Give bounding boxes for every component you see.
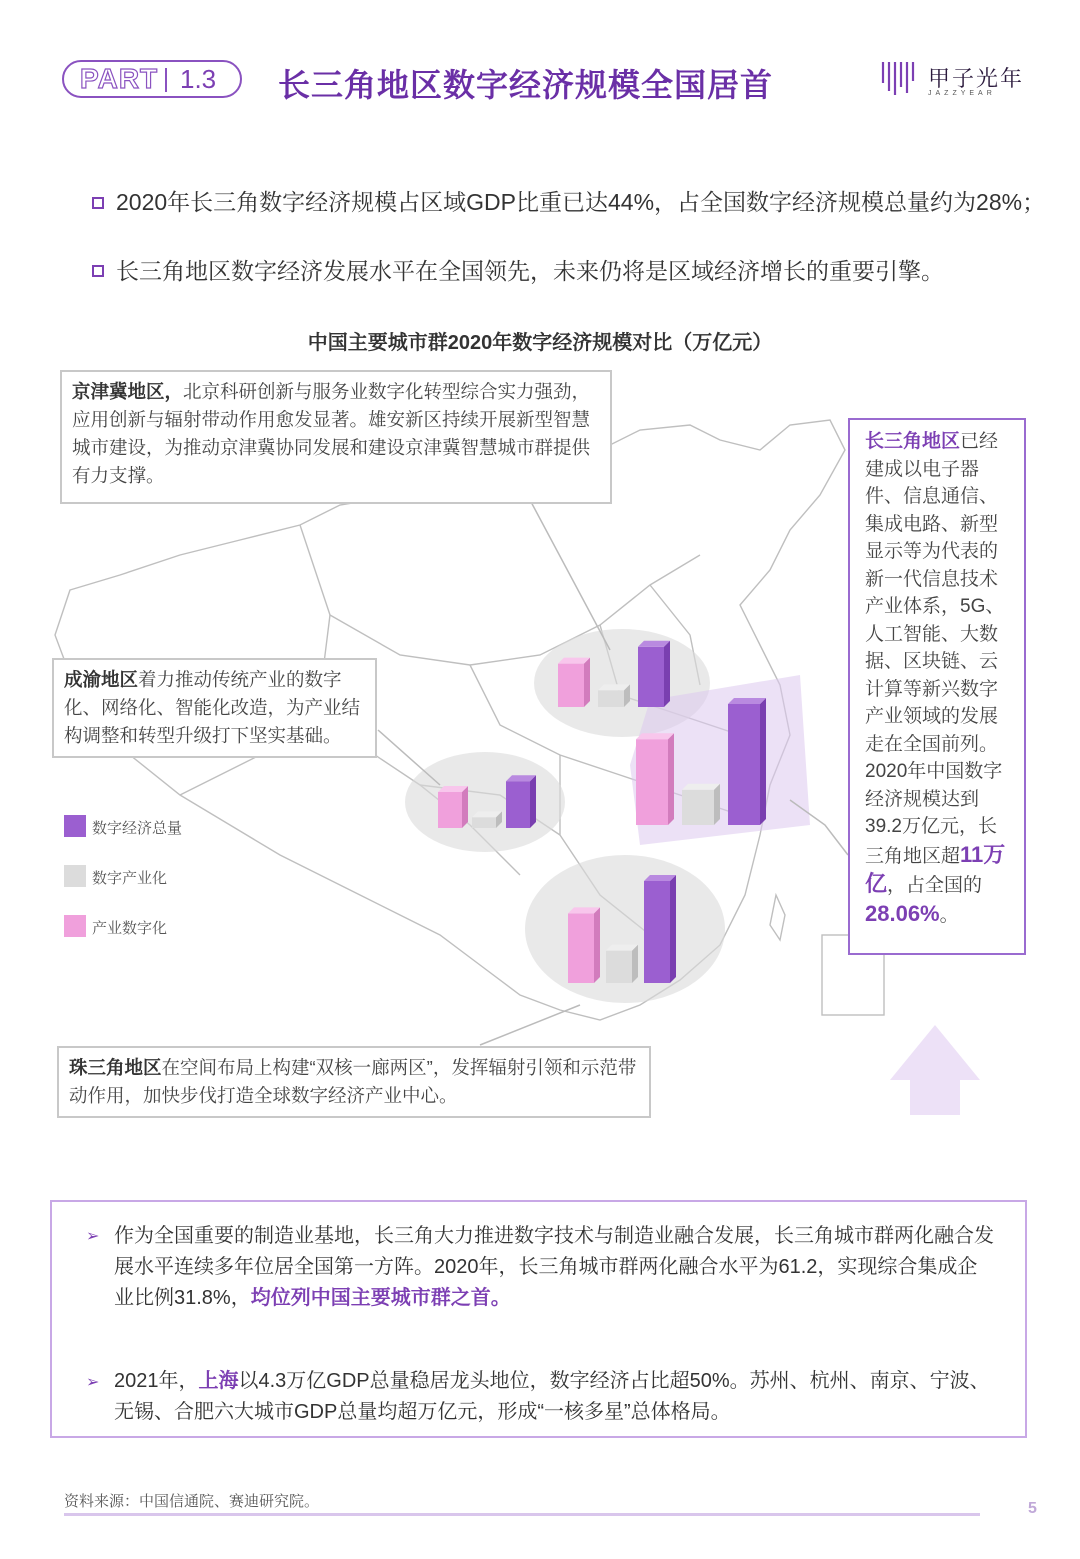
summary-p2-highlight: 上海 <box>198 1370 239 1392</box>
callout-yrd-share: 28.06% <box>865 900 940 926</box>
callout-jjj-text: 北京科研创新与服务业数字化转型综合实力强劲，应用创新与辐射带动作用愈发显著。雄安新区持续开展新型智慧城市建设，为推动京津冀协同发展和建设京津冀智慧城市群提供有力支撑。 <box>72 381 591 486</box>
summary-p1-text: 作为全国重要的制造业基地，长三角大力推进数字技术与制造业融合发展，长三角城市群两化融合发展水平连续多年位居全国第一方阵。2020年，长三角城市群两化融合水平为61.2，实现综合集成企业比例31.8%， <box>114 1225 994 1309</box>
bar-成渝-产业数字化 <box>438 792 462 828</box>
summary-paragraph-2 <box>114 1366 994 1428</box>
bullet-square-icon <box>92 265 104 277</box>
bar-side-成渝-0 <box>462 786 468 828</box>
callout-cy-text: 着力推动传统产业的数字化、网络化、智能化改造，为产业结构调整和转型升级打下坚实基础。 <box>64 669 361 746</box>
callout-yrd-end: 。 <box>939 904 959 926</box>
bar-side-长三角-2 <box>760 698 766 825</box>
legend-swatch-total <box>64 815 86 837</box>
arrow-bullet-icon: ➢ <box>86 1374 100 1391</box>
callout-prd-text: 在空间布局上构建“双核一廊两区”，发挥辐射引领和示范带动作用，加快步伐打造全球数字经济产业中心。 <box>69 1057 637 1106</box>
summary-p2-pre: 2021年， <box>114 1370 199 1392</box>
bar-长三角-数字产业化 <box>682 790 714 825</box>
summary-p2-text: 以4.3万亿GDP总量稳居龙头地位，数字经济占比超50%。苏州、杭州、南京、宁波、无锡、合肥六大城市GDP总量均超万亿元，形成“一核多星”总体格局。 <box>114 1370 990 1423</box>
bar-长三角-数字经济总量 <box>728 704 760 825</box>
bar-top-长三角-0 <box>636 733 674 739</box>
legend-label-digitalization: 产业数字化 <box>92 920 168 937</box>
bar-top-长三角-1 <box>682 784 720 790</box>
growth-arrow-icon <box>890 1025 980 1115</box>
callout-yrd-text: 已经建成以电子器件、信息通信、集成电路、新型显示等为代表的新一代信息技术产业体系，5G、人工智能、大数据、区块链、云计算等新兴数字产业领域的发展走在全国前列。2020年中国数字经济规模达到39.2万亿元，长三角地区超 <box>865 431 1005 867</box>
bar-side-京津冀-0 <box>584 658 590 707</box>
bar-京津冀-数字产业化 <box>598 690 624 707</box>
legend-swatch-industrialization <box>64 865 86 887</box>
summary-paragraph-1 <box>114 1221 994 1314</box>
logo-icon <box>880 57 920 97</box>
bar-side-珠三角-1 <box>632 945 638 983</box>
bar-京津冀-数字经济总量 <box>638 647 664 707</box>
callout-jjj-name: 京津冀地区， <box>72 381 184 402</box>
bullet-text-1: 2020年长三角数字经济规模占区域GDP比重已达44%，占全国数字经济规模总量约为28%； <box>116 189 1046 215</box>
bar-长三角-产业数字化 <box>636 739 668 825</box>
callout-yrd <box>848 418 1026 955</box>
page-title: 长三角地区数字经济规模全国居首 <box>278 67 774 103</box>
callout-jjj <box>60 370 612 504</box>
logo-subtext: JAZZYEAR <box>928 90 996 97</box>
cy-highlight <box>405 752 565 852</box>
callout-yrd-mid: ，占全国的 <box>887 875 983 896</box>
arrow-bullet-icon: ➢ <box>86 1228 100 1245</box>
bullet-text-2: 长三角地区数字经济发展水平在全国领先，未来仍将是区域经济增长的重要引擎。 <box>116 258 944 284</box>
callout-cy <box>52 658 377 758</box>
bullet-square-icon <box>92 197 104 209</box>
bar-珠三角-数字产业化 <box>606 951 632 983</box>
callout-cy-name: 成渝地区 <box>64 669 139 690</box>
callout-prd <box>57 1046 651 1118</box>
callout-prd-name: 珠三角地区 <box>69 1057 162 1078</box>
bar-side-京津冀-2 <box>664 641 670 707</box>
bar-top-长三角-2 <box>728 698 766 704</box>
part-label: PART <box>80 63 159 94</box>
part-divider <box>165 68 167 92</box>
callout-yrd-value: 11万亿 <box>865 841 1006 896</box>
source-note: 资料来源：中国信通院、赛迪研究院。 <box>64 1493 320 1510</box>
bar-成渝-数字经济总量 <box>506 781 530 828</box>
legend-swatch-digitalization <box>64 915 86 937</box>
footer-divider <box>64 1513 980 1516</box>
chart-title: 中国主要城市群2020年数字经济规模对比（万亿元） <box>307 332 773 354</box>
bar-珠三角-产业数字化 <box>568 913 594 983</box>
bar-side-珠三角-0 <box>594 907 600 983</box>
bar-side-成渝-2 <box>530 775 536 828</box>
callout-yrd-name: 长三角地区 <box>865 431 961 452</box>
bar-京津冀-产业数字化 <box>558 664 584 707</box>
page-number: 5 <box>1028 1500 1037 1517</box>
part-number: 1.3 <box>180 64 217 94</box>
legend-label-industrialization: 数字产业化 <box>92 870 168 887</box>
bar-side-长三角-0 <box>668 733 674 825</box>
bar-成渝-数字产业化 <box>472 817 496 828</box>
bar-珠三角-数字经济总量 <box>644 881 670 983</box>
summary-p1-highlight: 均位列中国主要城市群之首。 <box>250 1287 511 1309</box>
legend-label-total: 数字经济总量 <box>92 820 183 837</box>
logo-text: 甲子光年 <box>928 67 1025 92</box>
bar-side-珠三角-2 <box>670 875 676 983</box>
bar-side-长三角-1 <box>714 784 720 825</box>
